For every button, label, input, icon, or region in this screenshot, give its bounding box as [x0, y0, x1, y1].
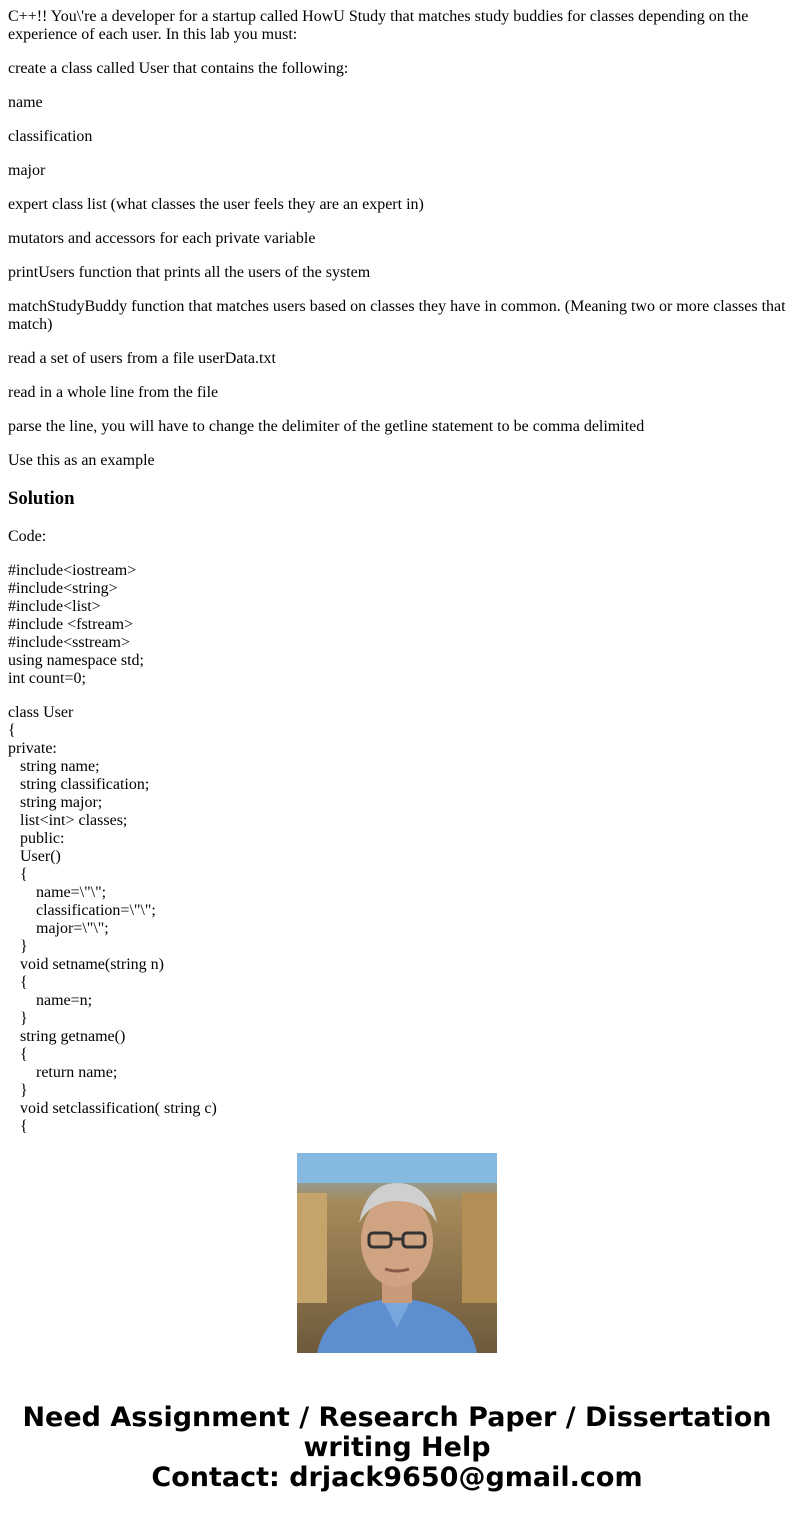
code-block-includes — [8, 562, 788, 688]
code-line: { — [8, 974, 28, 991]
code-line: private: — [8, 740, 57, 757]
question-items — [8, 60, 788, 470]
code-line: string major; — [8, 794, 103, 811]
code-line: } — [8, 1010, 28, 1027]
code-line: class User — [8, 704, 74, 721]
question-item: mutators and accessors for each private variable — [8, 230, 316, 247]
code-line: } — [8, 1082, 28, 1099]
question-item: Use this as an example — [8, 452, 155, 469]
code-line: } — [8, 938, 28, 955]
code-line: { — [8, 866, 28, 883]
code-line: #include<sstream> — [8, 634, 131, 651]
promo-banner — [0, 1403, 794, 1493]
code-line: list<int> classes; — [8, 812, 128, 829]
code-line: string getname() — [8, 1028, 126, 1045]
question-item: read a set of users from a file userData.txt — [8, 350, 276, 367]
code-line: User() — [8, 848, 61, 865]
question-item: major — [8, 162, 46, 179]
question-intro: C++!! You\'re a developer for a startup called HowU Study that matches study buddies for classes depending on the experience of each user. In this lab you must: — [8, 8, 749, 43]
question-item: classification — [8, 128, 93, 145]
code-line: using namespace std; — [8, 652, 144, 669]
code-line: string classification; — [8, 776, 150, 793]
promo-line-2: writing Help — [303, 1432, 491, 1463]
question-item: create a class called User that contains the following: — [8, 60, 349, 77]
code-line: { — [8, 1118, 28, 1135]
code-line: major=\"\"; — [8, 920, 109, 937]
code-line: return name; — [8, 1064, 118, 1081]
code-line: int count=0; — [8, 670, 86, 687]
code-line: void setclassification( string c) — [8, 1100, 217, 1117]
code-line: { — [8, 1046, 28, 1063]
author-avatar — [297, 1153, 497, 1353]
code-line: { — [8, 722, 16, 739]
code-line: #include<string> — [8, 580, 118, 597]
question-item: printUsers function that prints all the users of the system — [8, 264, 371, 281]
promo-line-1: Need Assignment / Research Paper / Dissertation — [22, 1402, 772, 1433]
code-line: string name; — [8, 758, 100, 775]
question-item: name — [8, 94, 43, 111]
code-line: public: — [8, 830, 65, 847]
code-block-class — [8, 704, 788, 1136]
code-line: name=\"\"; — [8, 884, 107, 901]
document-content — [8, 8, 788, 1135]
code-label: Code: — [8, 528, 47, 545]
question-item: parse the line, you will have to change the delimiter of the getline statement to be comma delimited — [8, 418, 645, 435]
code-line: #include<iostream> — [8, 562, 137, 579]
code-line: #include<list> — [8, 598, 101, 615]
code-line: name=n; — [8, 992, 93, 1009]
code-line: #include <fstream> — [8, 616, 134, 633]
question-item: read in a whole line from the file — [8, 384, 219, 401]
code-line: void setname(string n) — [8, 956, 164, 973]
code-line: classification=\"\"; — [8, 902, 156, 919]
promo-line-3: Contact: drjack9650@gmail.com — [151, 1462, 643, 1493]
question-item: expert class list (what classes the user feels they are an expert in) — [8, 196, 424, 213]
solution-heading: Solution — [8, 488, 75, 509]
question-item: matchStudyBuddy function that matches users based on classes they have in common. (Meaning two or more classes that match) — [8, 298, 786, 333]
